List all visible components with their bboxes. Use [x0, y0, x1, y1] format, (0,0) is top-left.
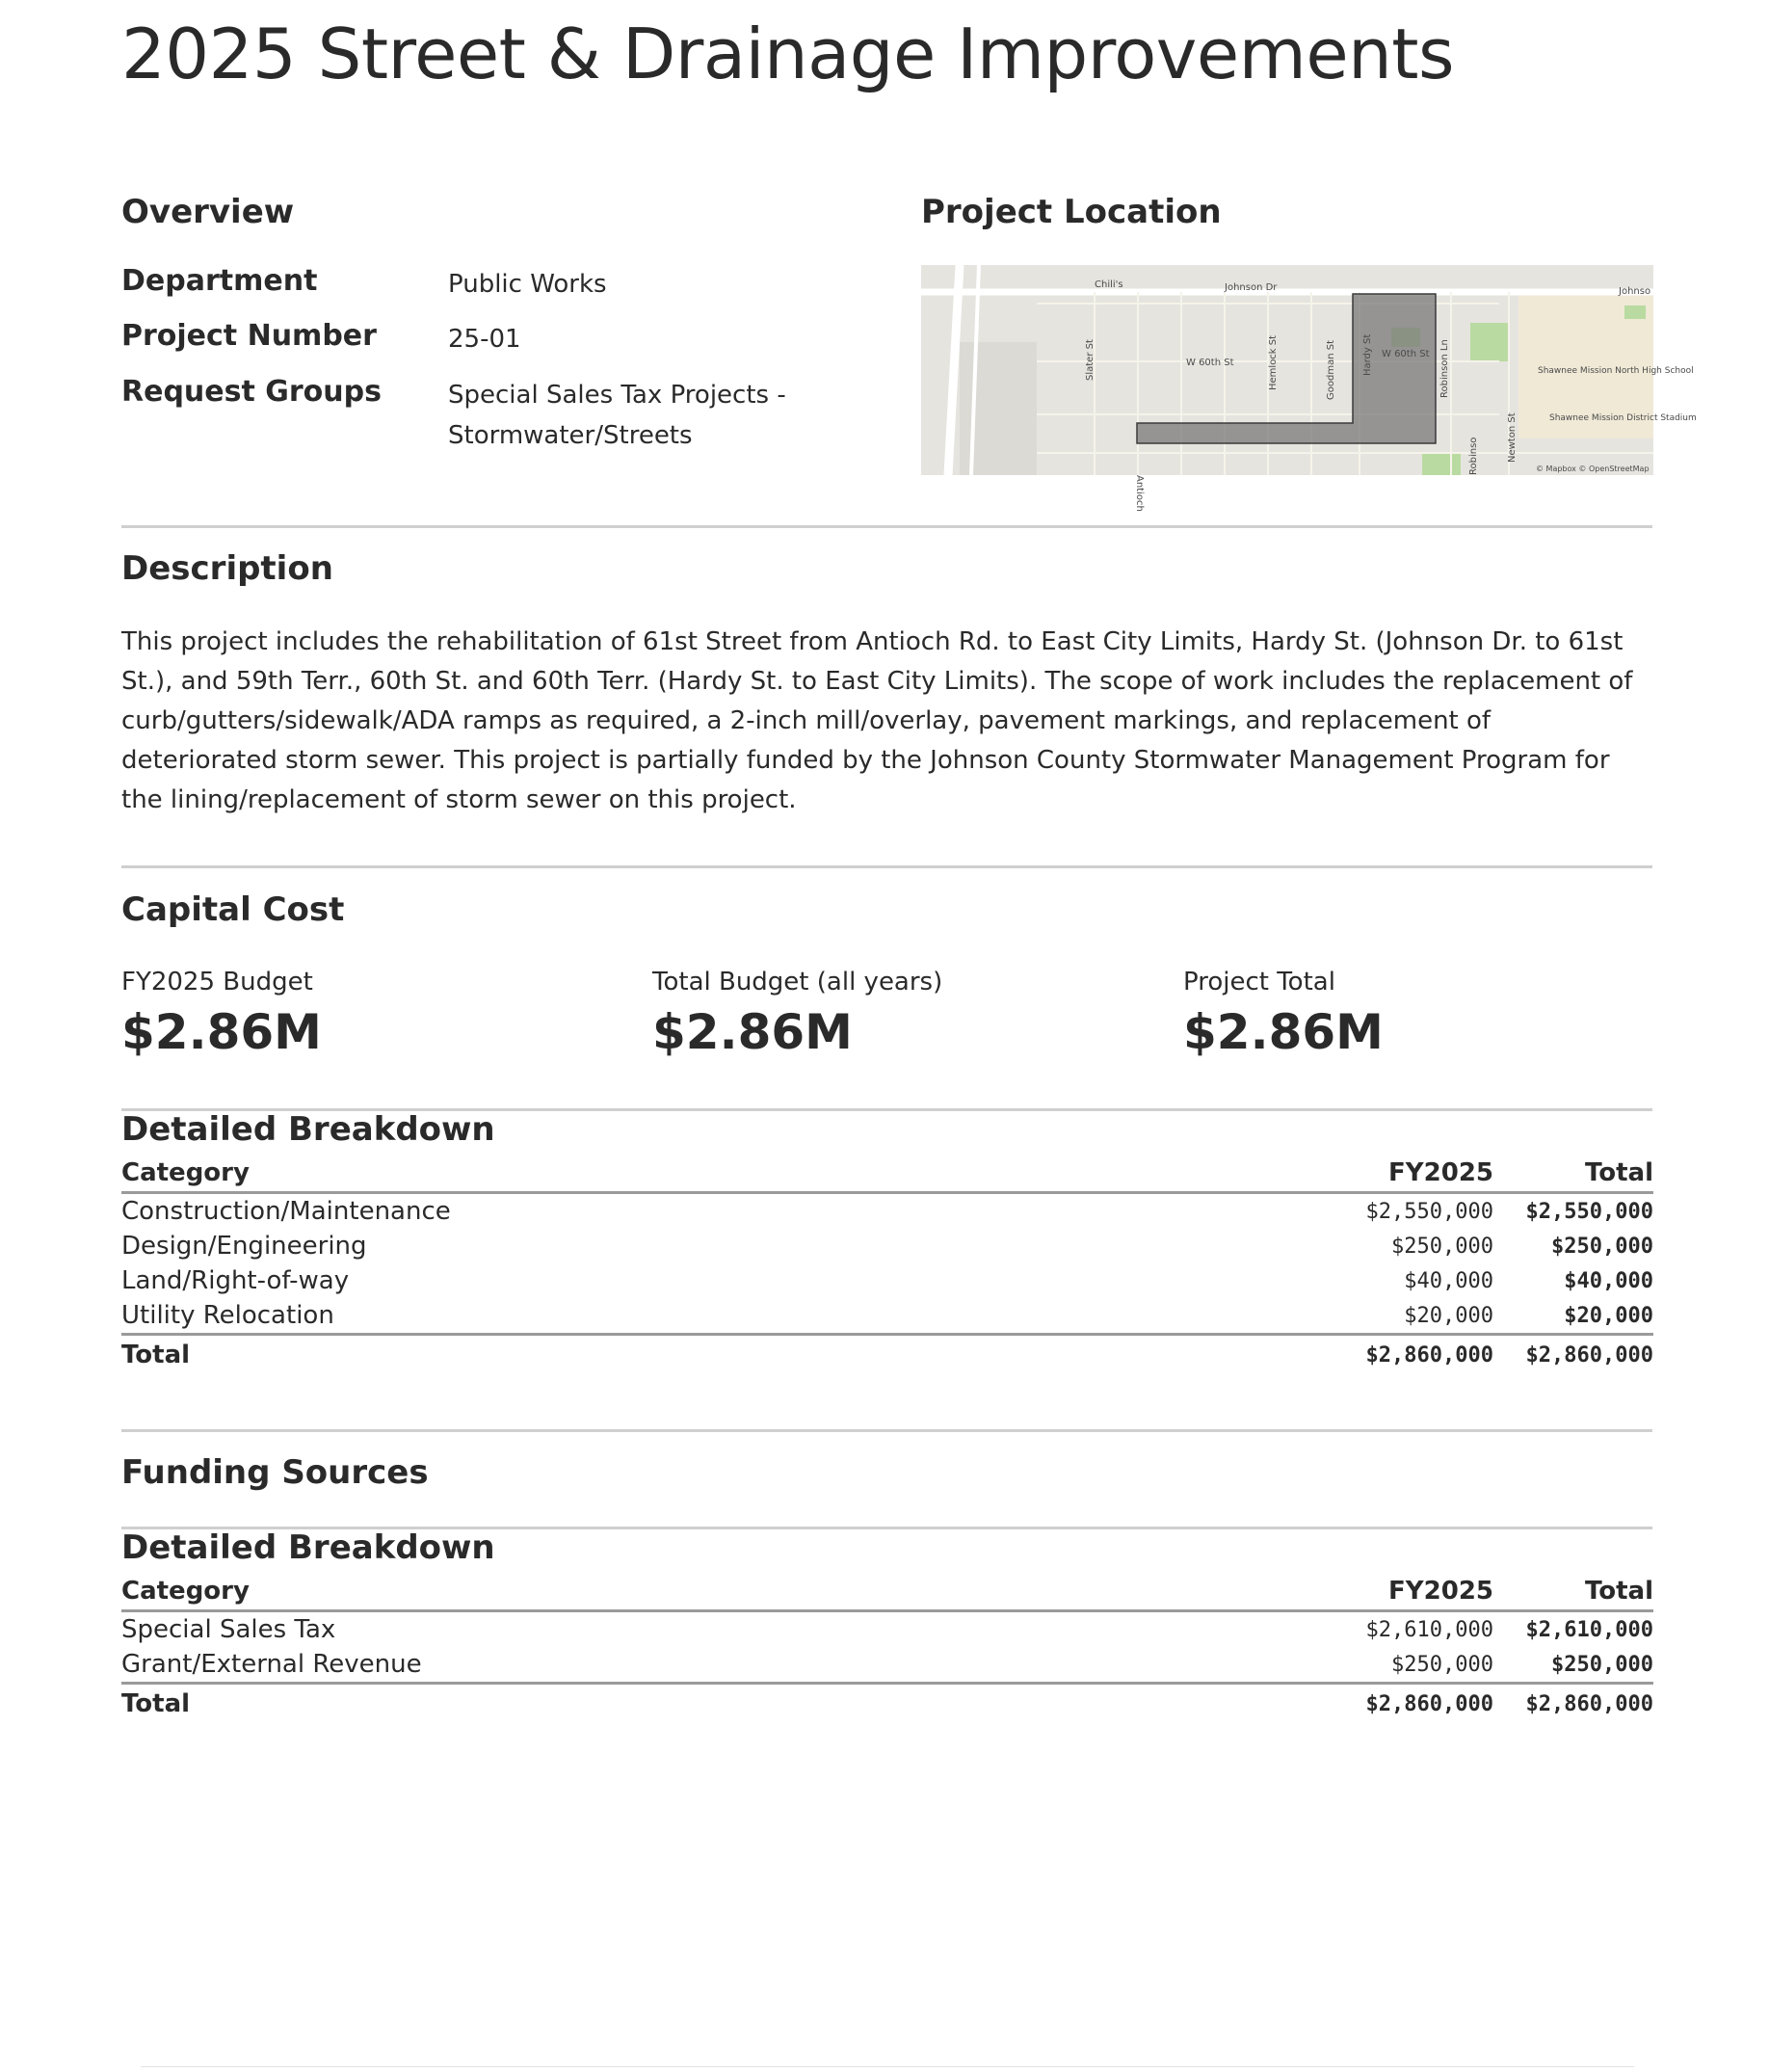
table-cell: $250,000	[1551, 1652, 1653, 1677]
department-value: Public Works	[448, 270, 607, 299]
map-label: Johnson Dr	[1225, 282, 1278, 293]
table-header-row	[121, 1158, 1653, 1193]
cost-summary-project-total	[1183, 968, 1684, 1060]
project-location-map[interactable]	[921, 265, 1697, 512]
column-header: FY2025	[1332, 1158, 1493, 1193]
overview-row-project-number	[121, 319, 892, 359]
funding-sources-heading: Funding Sources	[121, 1453, 429, 1492]
table-row	[121, 1647, 1653, 1684]
section-divider	[121, 865, 1652, 868]
map-label: W 60th St	[1186, 358, 1234, 368]
table-row	[121, 1193, 1653, 1230]
map-park	[1422, 453, 1461, 475]
table-cell: $250,000	[1391, 1652, 1493, 1677]
section-divider	[121, 1429, 1652, 1432]
table-row	[121, 1263, 1653, 1298]
funding-breakdown-table	[121, 1577, 1653, 1721]
map-label: Hemlock St	[1268, 334, 1279, 390]
map-label: Johnso	[1619, 286, 1651, 297]
table-cell: Land/Right-of-way	[121, 1266, 350, 1295]
cost-label: FY2025 Budget	[121, 968, 313, 996]
project-number-label: Project Number	[121, 319, 377, 353]
map-label: Slater St	[1085, 339, 1096, 381]
column-header: Total	[1493, 1577, 1653, 1611]
map-park	[1470, 323, 1509, 361]
map-label: Goodman St	[1326, 340, 1336, 400]
overview-row-department	[121, 264, 892, 305]
department-label: Department	[121, 264, 318, 298]
overview-row-request-groups	[121, 375, 892, 456]
map-label: Chili's	[1095, 279, 1123, 290]
cost-value: $2.86M	[1183, 1004, 1384, 1060]
overview-heading: Overview	[121, 193, 295, 231]
table-cell: $2,860,000	[1332, 1335, 1493, 1373]
column-header: Category	[121, 1577, 1332, 1611]
table-cell: $20,000	[1404, 1303, 1493, 1328]
project-location-heading: Project Location	[921, 193, 1222, 231]
cost-breakdown-table	[121, 1158, 1653, 1372]
table-cell: $2,550,000	[1525, 1199, 1653, 1224]
column-header: FY2025	[1332, 1577, 1493, 1611]
project-number-value: 25-01	[448, 325, 521, 354]
cost-summary-total-budget	[652, 968, 1153, 1060]
table-cell: Construction/Maintenance	[121, 1197, 451, 1226]
map-label: Robinson Ln	[1439, 339, 1450, 398]
table-cell: $2,860,000	[1493, 1335, 1653, 1373]
capital-cost-heading: Capital Cost	[121, 890, 345, 929]
section-divider	[121, 525, 1652, 528]
request-groups-value: Special Sales Tax Projects - Stormwater/Streets	[448, 381, 786, 450]
table-cell: $250,000	[1391, 1234, 1493, 1259]
description-text: This project includes the rehabilitation of 61st Street from Antioch Rd. to East City Limits, Hardy St. (Johnson Dr. to 61st St.), and 59th Terr., 60th St. and 60th Terr. (Hardy St. to East City Limits). The scope of work includes the replacement of curb/gutters/sidewalk/ADA ramps as required, a 2-inch mill/overlay, pavement markings, and replacement of deteriorated storm sewer. This project is partially funded by the Johnson County Stormwater Management Program for the lining/replacement of storm sewer on this project.	[121, 627, 1633, 814]
table-cell: $40,000	[1404, 1268, 1493, 1293]
table-cell: $2,550,000	[1365, 1199, 1493, 1224]
map-label: Shawnee Mission North High School	[1538, 366, 1694, 376]
table-cell: $2,860,000	[1332, 1684, 1493, 1722]
map-label: Robinso	[1468, 437, 1479, 475]
cost-label: Project Total	[1183, 968, 1335, 996]
map-label: Antioch	[1134, 475, 1145, 512]
table-cell: $20,000	[1564, 1303, 1653, 1328]
table-cell: $250,000	[1551, 1234, 1653, 1259]
table-cell: Design/Engineering	[121, 1232, 367, 1261]
cost-value: $2.86M	[652, 1004, 853, 1060]
table-header-row	[121, 1577, 1653, 1611]
map-label: W 60th St	[1382, 349, 1430, 359]
column-header: Total	[1493, 1158, 1653, 1193]
table-cell: $2,860,000	[1493, 1684, 1653, 1722]
column-header: Category	[121, 1158, 1332, 1193]
cost-label: Total Budget (all years)	[652, 968, 943, 996]
table-total-row	[121, 1684, 1653, 1722]
map-svg	[921, 265, 1697, 512]
table-cell: Special Sales Tax	[121, 1615, 336, 1644]
map-park	[1624, 305, 1646, 319]
table-cell: $2,610,000	[1525, 1617, 1653, 1642]
description-heading: Description	[121, 549, 333, 588]
table-cell: Total	[121, 1335, 1332, 1373]
table-cell: $40,000	[1564, 1268, 1653, 1293]
map-label: Newton St	[1507, 412, 1518, 463]
map-label: Hardy St	[1362, 333, 1373, 376]
table-row	[121, 1229, 1653, 1263]
map-attribution: © Mapbox © OpenStreetMap	[1536, 465, 1650, 473]
map-label: Shawnee Mission District Stadium	[1549, 413, 1697, 423]
table-cell: $2,610,000	[1365, 1617, 1493, 1642]
cost-summary-fy2025	[121, 968, 622, 1060]
footer-divider	[141, 2066, 1634, 2067]
table-total-row	[121, 1335, 1653, 1373]
cost-breakdown-heading: Detailed Breakdown	[121, 1110, 495, 1149]
table-cell: Grant/External Revenue	[121, 1650, 422, 1679]
table-cell: Utility Relocation	[121, 1301, 334, 1330]
cost-value: $2.86M	[121, 1004, 322, 1060]
funding-breakdown-heading: Detailed Breakdown	[121, 1528, 495, 1567]
table-row	[121, 1298, 1653, 1335]
page-title: 2025 Street & Drainage Improvements	[121, 13, 1454, 94]
table-cell: Total	[121, 1684, 1332, 1722]
table-row	[121, 1611, 1653, 1648]
request-groups-label: Request Groups	[121, 375, 382, 409]
